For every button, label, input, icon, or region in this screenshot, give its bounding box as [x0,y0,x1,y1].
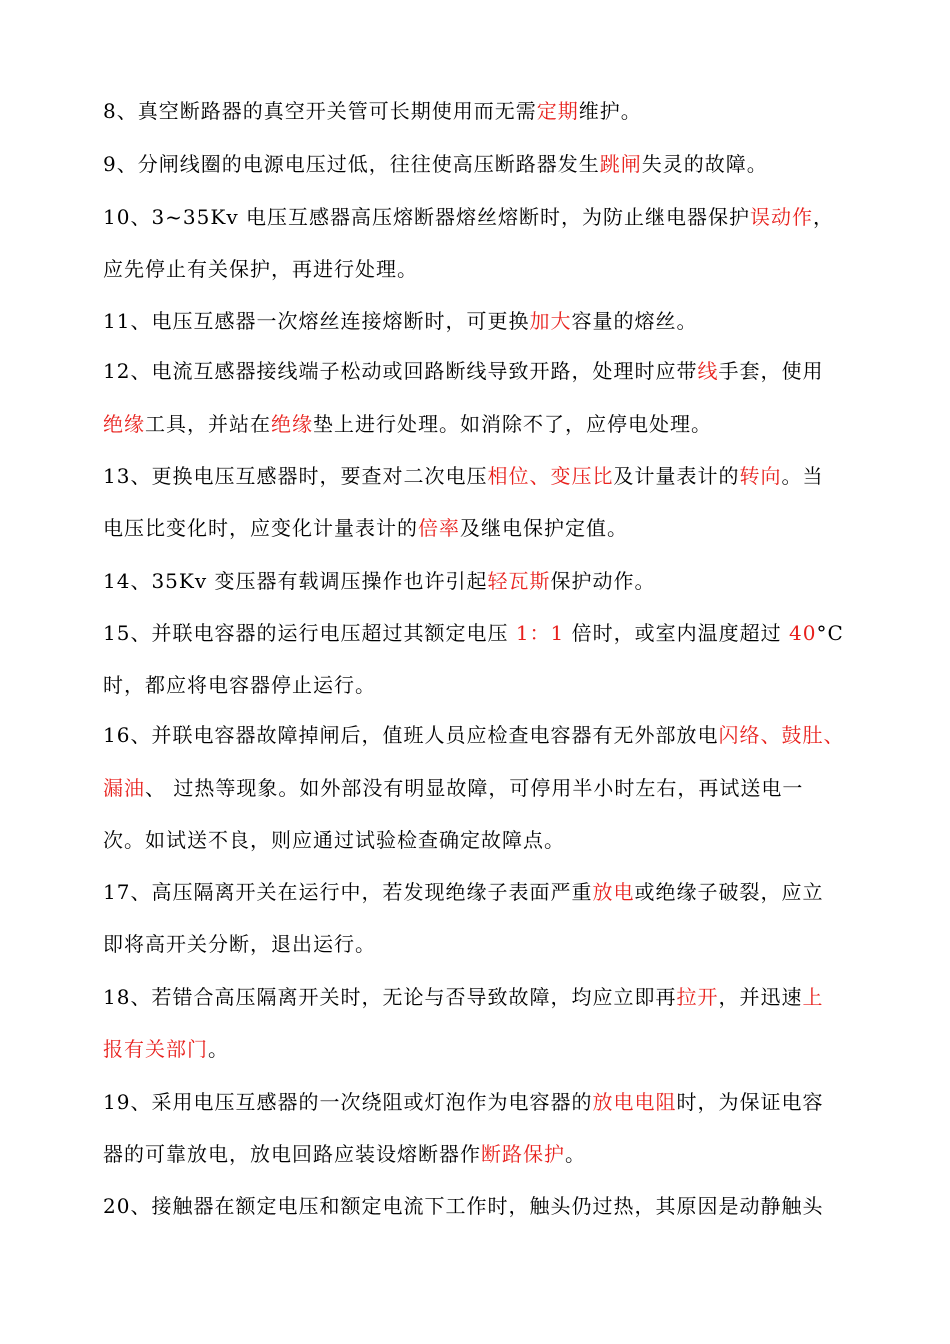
highlighted-term: 相位、变压比 [487,464,614,488]
text-line [103,775,863,801]
text-segment: 11、电压互感器一次熔丝连接熔断时，可更换 [103,309,530,333]
highlighted-term: 绝缘 [103,412,145,436]
text-line [103,256,863,282]
text-segment: 9、分闸线圈的电源电压过低，往往使高压断路器发生 [103,152,600,176]
text-line [103,308,863,334]
text-segment: 应先停止有关保护，再进行处理。 [103,257,418,281]
text-segment: 10、3~35Kv 电压互感器高压熔断器熔丝熔断时，为防止继电器保护 [103,205,750,229]
text-segment: 19、采用电压互感器的一次绕阻或灯泡作为电容器的 [103,1090,593,1114]
highlighted-term: 误动作 [749,205,813,229]
text-segment: 倍时，或室内温度超过 [564,621,789,645]
highlighted-term: 加大 [529,309,572,333]
text-segment: 保护动作。 [550,569,656,593]
text-line [103,98,863,124]
text-segment: °C [816,621,844,645]
highlighted-term: 倍率 [418,516,460,540]
text-segment: 次。如试送不良，则应通过试验检查确定故障点。 [103,828,565,852]
text-segment: 20、接触器在额定电压和额定电流下工作时，触头仍过热，其原因是动静触头 [103,1194,824,1218]
text-segment: 失灵的故障。 [641,152,768,176]
text-line [103,204,863,230]
text-segment: 15、并联电容器的运行电压超过其额定电压 [103,621,516,645]
text-segment: 。当 [781,464,824,488]
text-segment: ，并迅速 [718,985,803,1009]
text-segment: 及计量表计的 [613,464,740,488]
text-segment: 工具，并站在 [145,412,271,436]
text-line [103,672,863,698]
highlighted-term: 放电电阻 [592,1090,677,1114]
text-segment: 维护。 [578,99,642,123]
text-segment: 13、更换电压互感器时，要查对二次电压 [103,464,488,488]
text-segment: 17、高压隔离开关在运行中，若发现绝缘子表面严重 [103,880,593,904]
text-line [103,151,863,177]
highlighted-term: 报有关部门 [103,1037,208,1061]
text-segment: 即将高开关分断，退出运行。 [103,932,376,956]
text-segment: 14、35Kv 变压器有载调压操作也许引起 [103,569,488,593]
text-line [103,515,863,541]
text-line [103,358,863,384]
text-line [103,722,863,748]
text-segment: 8、真空断路器的真空开关管可长期使用而无需 [103,99,537,123]
text-segment: 16、并联电容器故障掉闸后，值班人员应检查电容器有无外部放电 [103,723,719,747]
highlighted-term: 放电 [592,880,635,904]
text-line [103,931,863,957]
text-segment: 18、若错合高压隔离开关时，无论与否导致故障，均应立即再 [103,985,677,1009]
text-line [103,984,863,1010]
text-line [103,463,863,489]
text-line [103,1089,863,1115]
text-segment: 电压比变化时，应变化计量表计的 [103,516,418,540]
highlighted-term: 40 [788,621,817,645]
text-segment: 12、电流互感器接线端子松动或回路断线导致开路，处理时应带 [103,359,698,383]
highlighted-term: 漏油 [103,776,145,800]
text-segment: 。 [565,1142,586,1166]
text-segment: ， [812,205,834,229]
text-line [103,1036,863,1062]
highlighted-term: 拉开 [676,985,719,1009]
highlighted-term: 1：1 [515,621,565,645]
text-line [103,827,863,853]
text-line [103,620,863,646]
highlighted-term: 跳闸 [599,152,642,176]
highlighted-term: 轻瓦斯 [487,569,551,593]
highlighted-term: 断路保护 [481,1142,565,1166]
highlighted-term: 线 [697,359,719,383]
text-segment: 、 过热等现象。如外部没有明显故障，可停用半小时左右，再试送电一 [145,776,804,800]
text-line [103,879,863,905]
text-line [103,411,863,437]
text-segment: 器的可靠放电，放电回路应装设熔断器作 [103,1142,481,1166]
text-segment: 手套，使用 [718,359,824,383]
text-segment: 时，为保证电容 [676,1090,824,1114]
text-line [103,1193,863,1219]
text-line [103,1141,863,1167]
text-segment: 及继电保护定值。 [460,516,628,540]
text-segment: 容量的熔丝。 [571,309,698,333]
highlighted-term: 闪络、鼓肚、 [718,723,845,747]
highlighted-term: 绝缘 [271,412,313,436]
highlighted-term: 上 [802,985,824,1009]
highlighted-term: 转向 [739,464,782,488]
text-segment: 垫上进行处理。如消除不了，应停电处理。 [313,412,712,436]
text-segment: 时，都应将电容器停止运行。 [103,673,376,697]
text-segment: 。 [208,1037,229,1061]
highlighted-term: 定期 [536,99,579,123]
text-segment: 或绝缘子破裂，应立 [634,880,824,904]
text-line [103,568,863,594]
